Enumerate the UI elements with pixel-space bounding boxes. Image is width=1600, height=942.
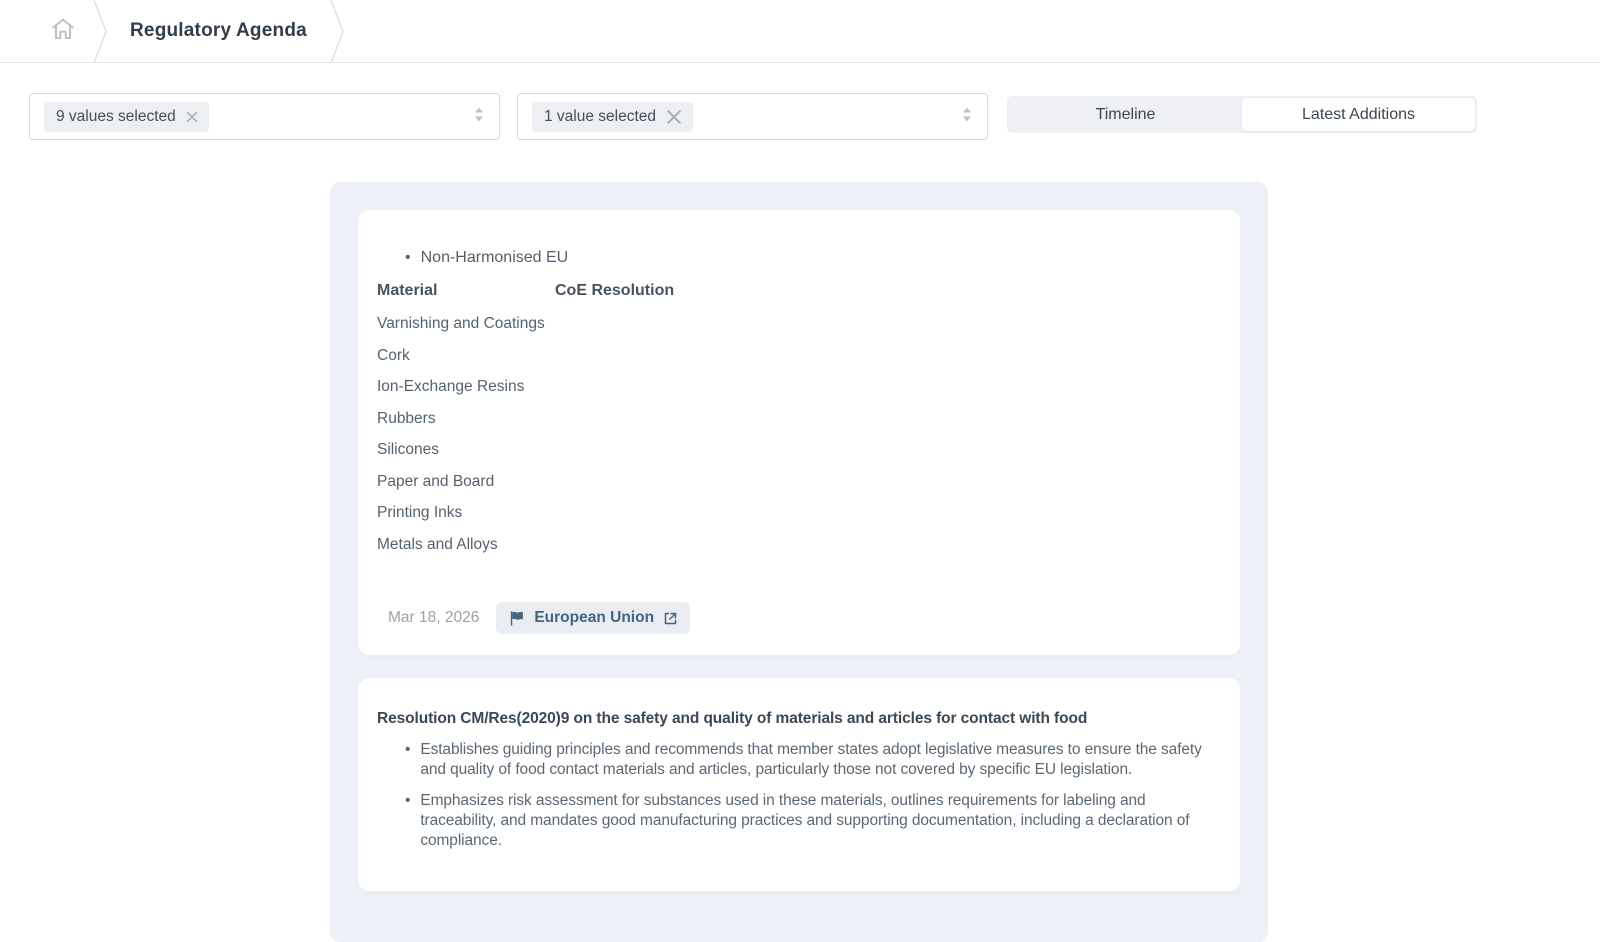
column-header-material: Material bbox=[377, 282, 438, 299]
filter-chip bbox=[532, 102, 693, 132]
bullet-dot: • bbox=[405, 741, 411, 758]
column-header-coe-resolution: CoE Resolution bbox=[555, 282, 675, 299]
chevron-separator-icon bbox=[92, 0, 108, 63]
up-down-arrows-icon bbox=[474, 106, 484, 127]
table-row: Printing Inks bbox=[377, 504, 463, 521]
regulation-bullet-text: Emphasizes risk assessment for substances used in these materials, outlines requirements for labeling and traceability, and mandates good manufacturing practices and supporting documentation, including a declaration of compliance. bbox=[420, 792, 1190, 849]
view-toggle bbox=[1007, 96, 1477, 133]
regulation-card bbox=[357, 209, 1241, 656]
table-row: Rubbers bbox=[377, 409, 436, 427]
external-link-icon[interactable] bbox=[663, 611, 678, 626]
filter-chip-label: 9 values selected bbox=[56, 107, 176, 125]
close-icon[interactable] bbox=[185, 110, 199, 124]
bullet-dot: • bbox=[405, 792, 411, 810]
materials-table bbox=[377, 308, 1220, 560]
scope-bullet-text: Non-Harmonised EU bbox=[420, 249, 569, 266]
jurisdiction-badge[interactable] bbox=[496, 602, 690, 634]
close-icon[interactable] bbox=[665, 108, 683, 126]
table-row: Paper and Board bbox=[377, 472, 495, 490]
table-row: Varnishing and Coatings bbox=[377, 315, 545, 332]
table-row: Cork bbox=[377, 346, 410, 364]
filter-chip bbox=[44, 102, 209, 132]
table-row: Metals and Alloys bbox=[377, 535, 498, 553]
chevron-separator-icon bbox=[329, 0, 345, 63]
card-footer bbox=[388, 602, 1220, 634]
table-row: Silicones bbox=[377, 441, 440, 458]
bullet-dot: • bbox=[405, 249, 411, 266]
breadcrumb bbox=[0, 0, 1600, 63]
content-board bbox=[330, 182, 1268, 942]
regulation-card bbox=[357, 677, 1241, 892]
regulation-bullet-list bbox=[377, 740, 1220, 851]
up-down-arrows-icon bbox=[962, 106, 972, 127]
tab-timeline[interactable]: Timeline bbox=[1095, 105, 1156, 123]
regulation-bullet-text: Establishes guiding principles and recommends that member states adopt legislative measures to ensure the safety and quality of food contact materials and articles, particularly those not covered by specific EU legislation. bbox=[420, 741, 1202, 778]
regulation-title: Resolution CM/Res(2020)9 on the safety and quality of materials and articles for contact with food bbox=[377, 710, 1088, 727]
materials-table-header bbox=[377, 280, 1220, 302]
materials-filter-select[interactable] bbox=[29, 93, 500, 140]
jurisdiction-filter-select[interactable] bbox=[517, 93, 988, 140]
filter-chip-label: 1 value selected bbox=[544, 107, 657, 125]
regulation-bullet bbox=[405, 740, 1215, 779]
flag-icon bbox=[508, 610, 525, 627]
home-button[interactable] bbox=[50, 16, 76, 47]
tab-latest-additions[interactable]: Latest Additions bbox=[1242, 98, 1475, 131]
card-date: Mar 18, 2026 bbox=[388, 609, 480, 626]
jurisdiction-badge-label: European Union bbox=[534, 609, 655, 626]
regulation-bullet bbox=[405, 791, 1215, 850]
home-icon bbox=[50, 16, 76, 47]
scope-bullet bbox=[405, 248, 1220, 268]
table-row: Ion-Exchange Resins bbox=[377, 378, 525, 395]
page-title: Regulatory Agenda bbox=[130, 20, 307, 41]
